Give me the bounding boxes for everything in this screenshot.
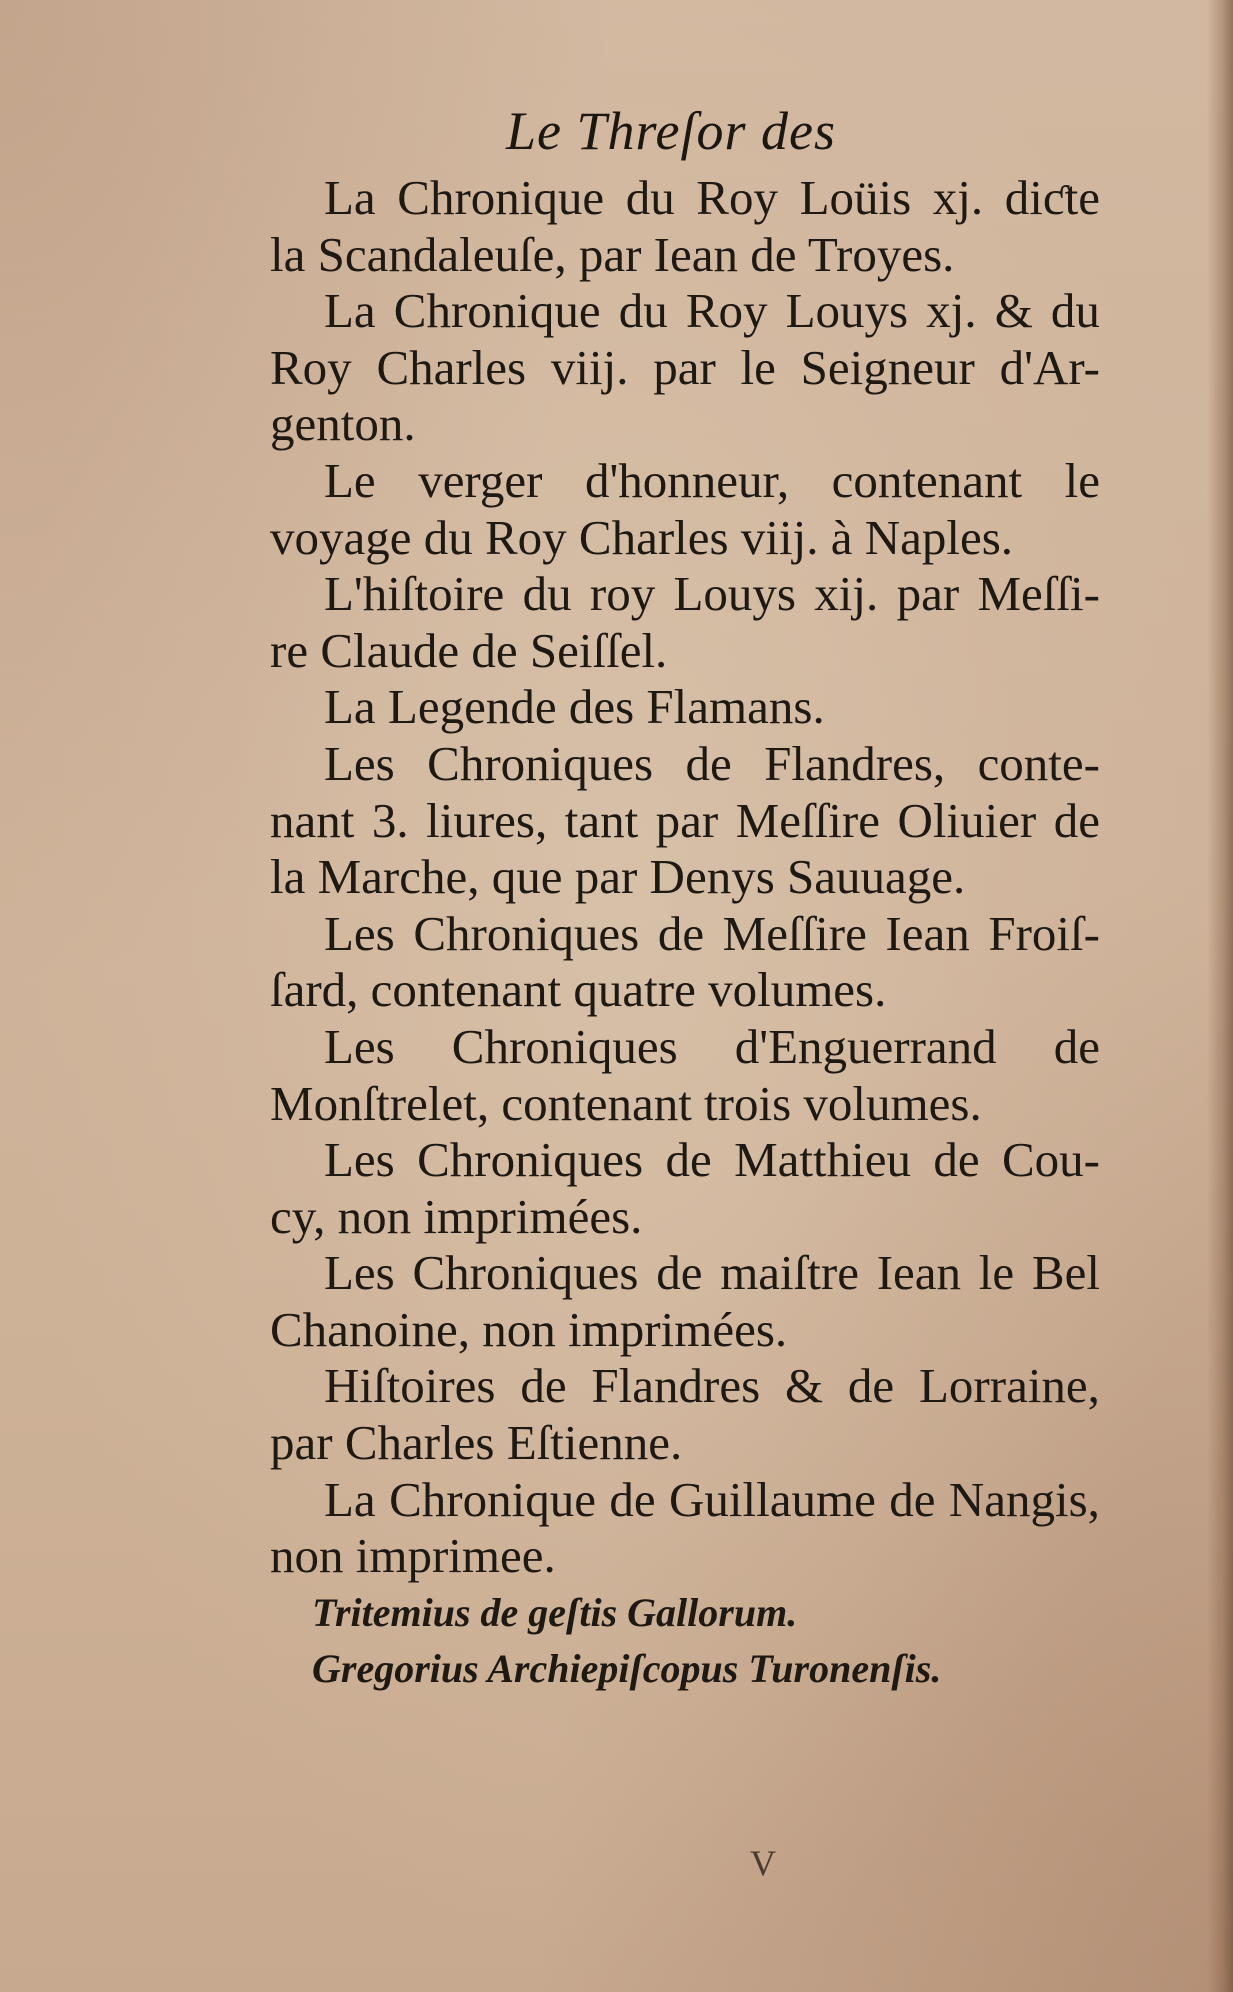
word: La	[324, 170, 376, 225]
line-text: cy, non imprimées.	[270, 1188, 643, 1244]
text-line	[270, 1245, 1100, 1302]
word: 3.	[371, 792, 409, 848]
word: Chroniques	[427, 735, 654, 791]
line-text: la Marche, que par Denys Sauuage.	[270, 849, 966, 905]
word: du	[522, 566, 572, 622]
word: Chronique	[397, 170, 605, 225]
page-gutter-shadow	[1207, 0, 1233, 1992]
word: de	[520, 1358, 567, 1414]
word: nant	[270, 792, 355, 848]
word: Roy	[270, 339, 352, 395]
word: Cou-	[1001, 1132, 1100, 1188]
text-line	[270, 1076, 1100, 1133]
word: le	[978, 1245, 1015, 1301]
word: Loüis	[799, 170, 912, 225]
line-text: Chanoine, non imprimées.	[270, 1301, 788, 1357]
word: de	[609, 1471, 656, 1527]
word: de	[665, 1132, 712, 1188]
line-text: Gregorius Archiepiſcopus Turonenſis.	[312, 1646, 942, 1692]
word: Les	[324, 905, 395, 961]
word: Charles	[376, 339, 527, 395]
word: Froiſ-	[988, 905, 1100, 961]
text-line	[270, 510, 1100, 567]
text-line	[270, 793, 1100, 850]
word: Chronique	[389, 1471, 596, 1527]
word: de	[685, 735, 732, 791]
word: Flandres	[591, 1358, 761, 1414]
text-line	[270, 1415, 1100, 1472]
word: du	[625, 170, 675, 225]
word: Chroniques	[417, 1132, 644, 1188]
line-text: re Claude de Seiſſel.	[270, 622, 668, 678]
word: par	[653, 339, 716, 395]
text-line	[270, 396, 1100, 453]
word: conte-	[977, 735, 1100, 791]
line-text: La Legende des Flamans.	[324, 679, 825, 735]
text-line	[270, 679, 1100, 736]
word: tant	[564, 792, 639, 848]
word: xj.	[932, 170, 984, 225]
word: de	[657, 905, 705, 961]
word: La	[324, 283, 376, 339]
word: viij.	[550, 339, 629, 395]
text-line	[270, 170, 1100, 227]
text-line	[270, 1528, 1100, 1585]
word: Oliuier	[897, 792, 1037, 848]
word: du	[618, 283, 668, 339]
text-line	[270, 1302, 1100, 1359]
word: Louys	[673, 566, 796, 622]
text-block	[270, 170, 1100, 1698]
word: xj.	[926, 283, 977, 339]
word: Chroniques	[412, 1245, 639, 1301]
text-line	[270, 1472, 1100, 1529]
word: liures,	[426, 792, 548, 848]
word: &	[994, 283, 1033, 339]
word: Flandres,	[764, 735, 946, 791]
word: diƈte	[1004, 170, 1100, 225]
word: par	[655, 792, 719, 848]
word: le	[1064, 452, 1100, 508]
word: de	[889, 1471, 936, 1527]
line-text: Tritemius de geſtis Gallorum.	[312, 1589, 798, 1635]
word: Iean	[876, 1245, 962, 1301]
word: de	[933, 1132, 980, 1188]
line-text: ſard, contenant quatre volumes.	[270, 962, 887, 1018]
word: Meſſire	[722, 905, 867, 961]
text-line	[270, 227, 1100, 284]
word: Le	[324, 452, 376, 508]
word: Bel	[1031, 1245, 1100, 1301]
word: Roy	[696, 170, 778, 225]
word: Meſſi-	[977, 566, 1100, 622]
latin-title-line	[270, 1641, 1100, 1698]
text-line	[270, 849, 1100, 906]
word: Chroniques	[451, 1018, 678, 1074]
text-line	[270, 340, 1100, 397]
line-text: Monſtrelet, contenant trois volumes.	[270, 1075, 982, 1131]
line-text: non imprimee.	[270, 1528, 556, 1584]
word: de	[847, 1358, 895, 1414]
word: Chroniques	[413, 905, 640, 961]
word: Iean	[885, 905, 970, 961]
text-line	[270, 906, 1100, 963]
word: d'Ar-	[999, 339, 1100, 395]
word: d'honneur,	[584, 452, 790, 508]
word: Hiſtoires	[324, 1358, 496, 1414]
text-line	[270, 1358, 1100, 1415]
word: &	[784, 1358, 824, 1414]
word: de	[656, 1245, 703, 1301]
word: Matthieu	[734, 1132, 911, 1188]
text-line	[270, 962, 1100, 1019]
word: Seigneur	[800, 339, 975, 395]
text-line	[270, 566, 1100, 623]
word: xij.	[814, 566, 879, 622]
word: Les	[324, 1132, 395, 1188]
word: Lorraine,	[919, 1358, 1100, 1414]
word: L'hiſtoire	[324, 566, 505, 622]
latin-title-line	[270, 1585, 1100, 1642]
word: Guillaume	[668, 1471, 876, 1527]
text-line	[270, 1019, 1100, 1076]
word: le	[740, 339, 776, 395]
text-line	[270, 1132, 1100, 1189]
text-line	[270, 623, 1100, 680]
word: Meſſire	[735, 792, 880, 848]
text-line	[270, 1189, 1100, 1246]
word: verger	[418, 452, 543, 508]
word: Les	[324, 735, 395, 791]
word: La	[324, 1471, 376, 1527]
word: Louys	[785, 283, 909, 339]
word: Les	[324, 1245, 395, 1301]
word: contenant	[831, 452, 1023, 508]
line-text: genton.	[270, 396, 416, 452]
word: par	[896, 566, 960, 622]
word: Roy	[685, 283, 768, 339]
line-text: par Charles Eſtienne.	[270, 1415, 683, 1471]
word: maiſtre	[720, 1245, 859, 1301]
line-text: la Scandaleuſe, par Iean de Troyes.	[270, 226, 955, 282]
word: du	[1050, 283, 1100, 339]
running-header: Le Threſor des	[506, 101, 837, 161]
word: Chronique	[393, 283, 601, 339]
word: Les	[324, 1018, 395, 1074]
word: de	[1053, 792, 1100, 848]
word: Nangis,	[948, 1471, 1100, 1527]
line-text: voyage du Roy Charles viij. à Naples.	[270, 509, 1014, 565]
signature-mark: V	[750, 1843, 776, 1883]
text-line	[270, 453, 1100, 510]
word: d'Enguerrand	[734, 1018, 997, 1074]
text-line	[270, 283, 1100, 340]
text-line	[270, 736, 1100, 793]
word: de	[1053, 1018, 1100, 1074]
word: roy	[589, 566, 656, 622]
